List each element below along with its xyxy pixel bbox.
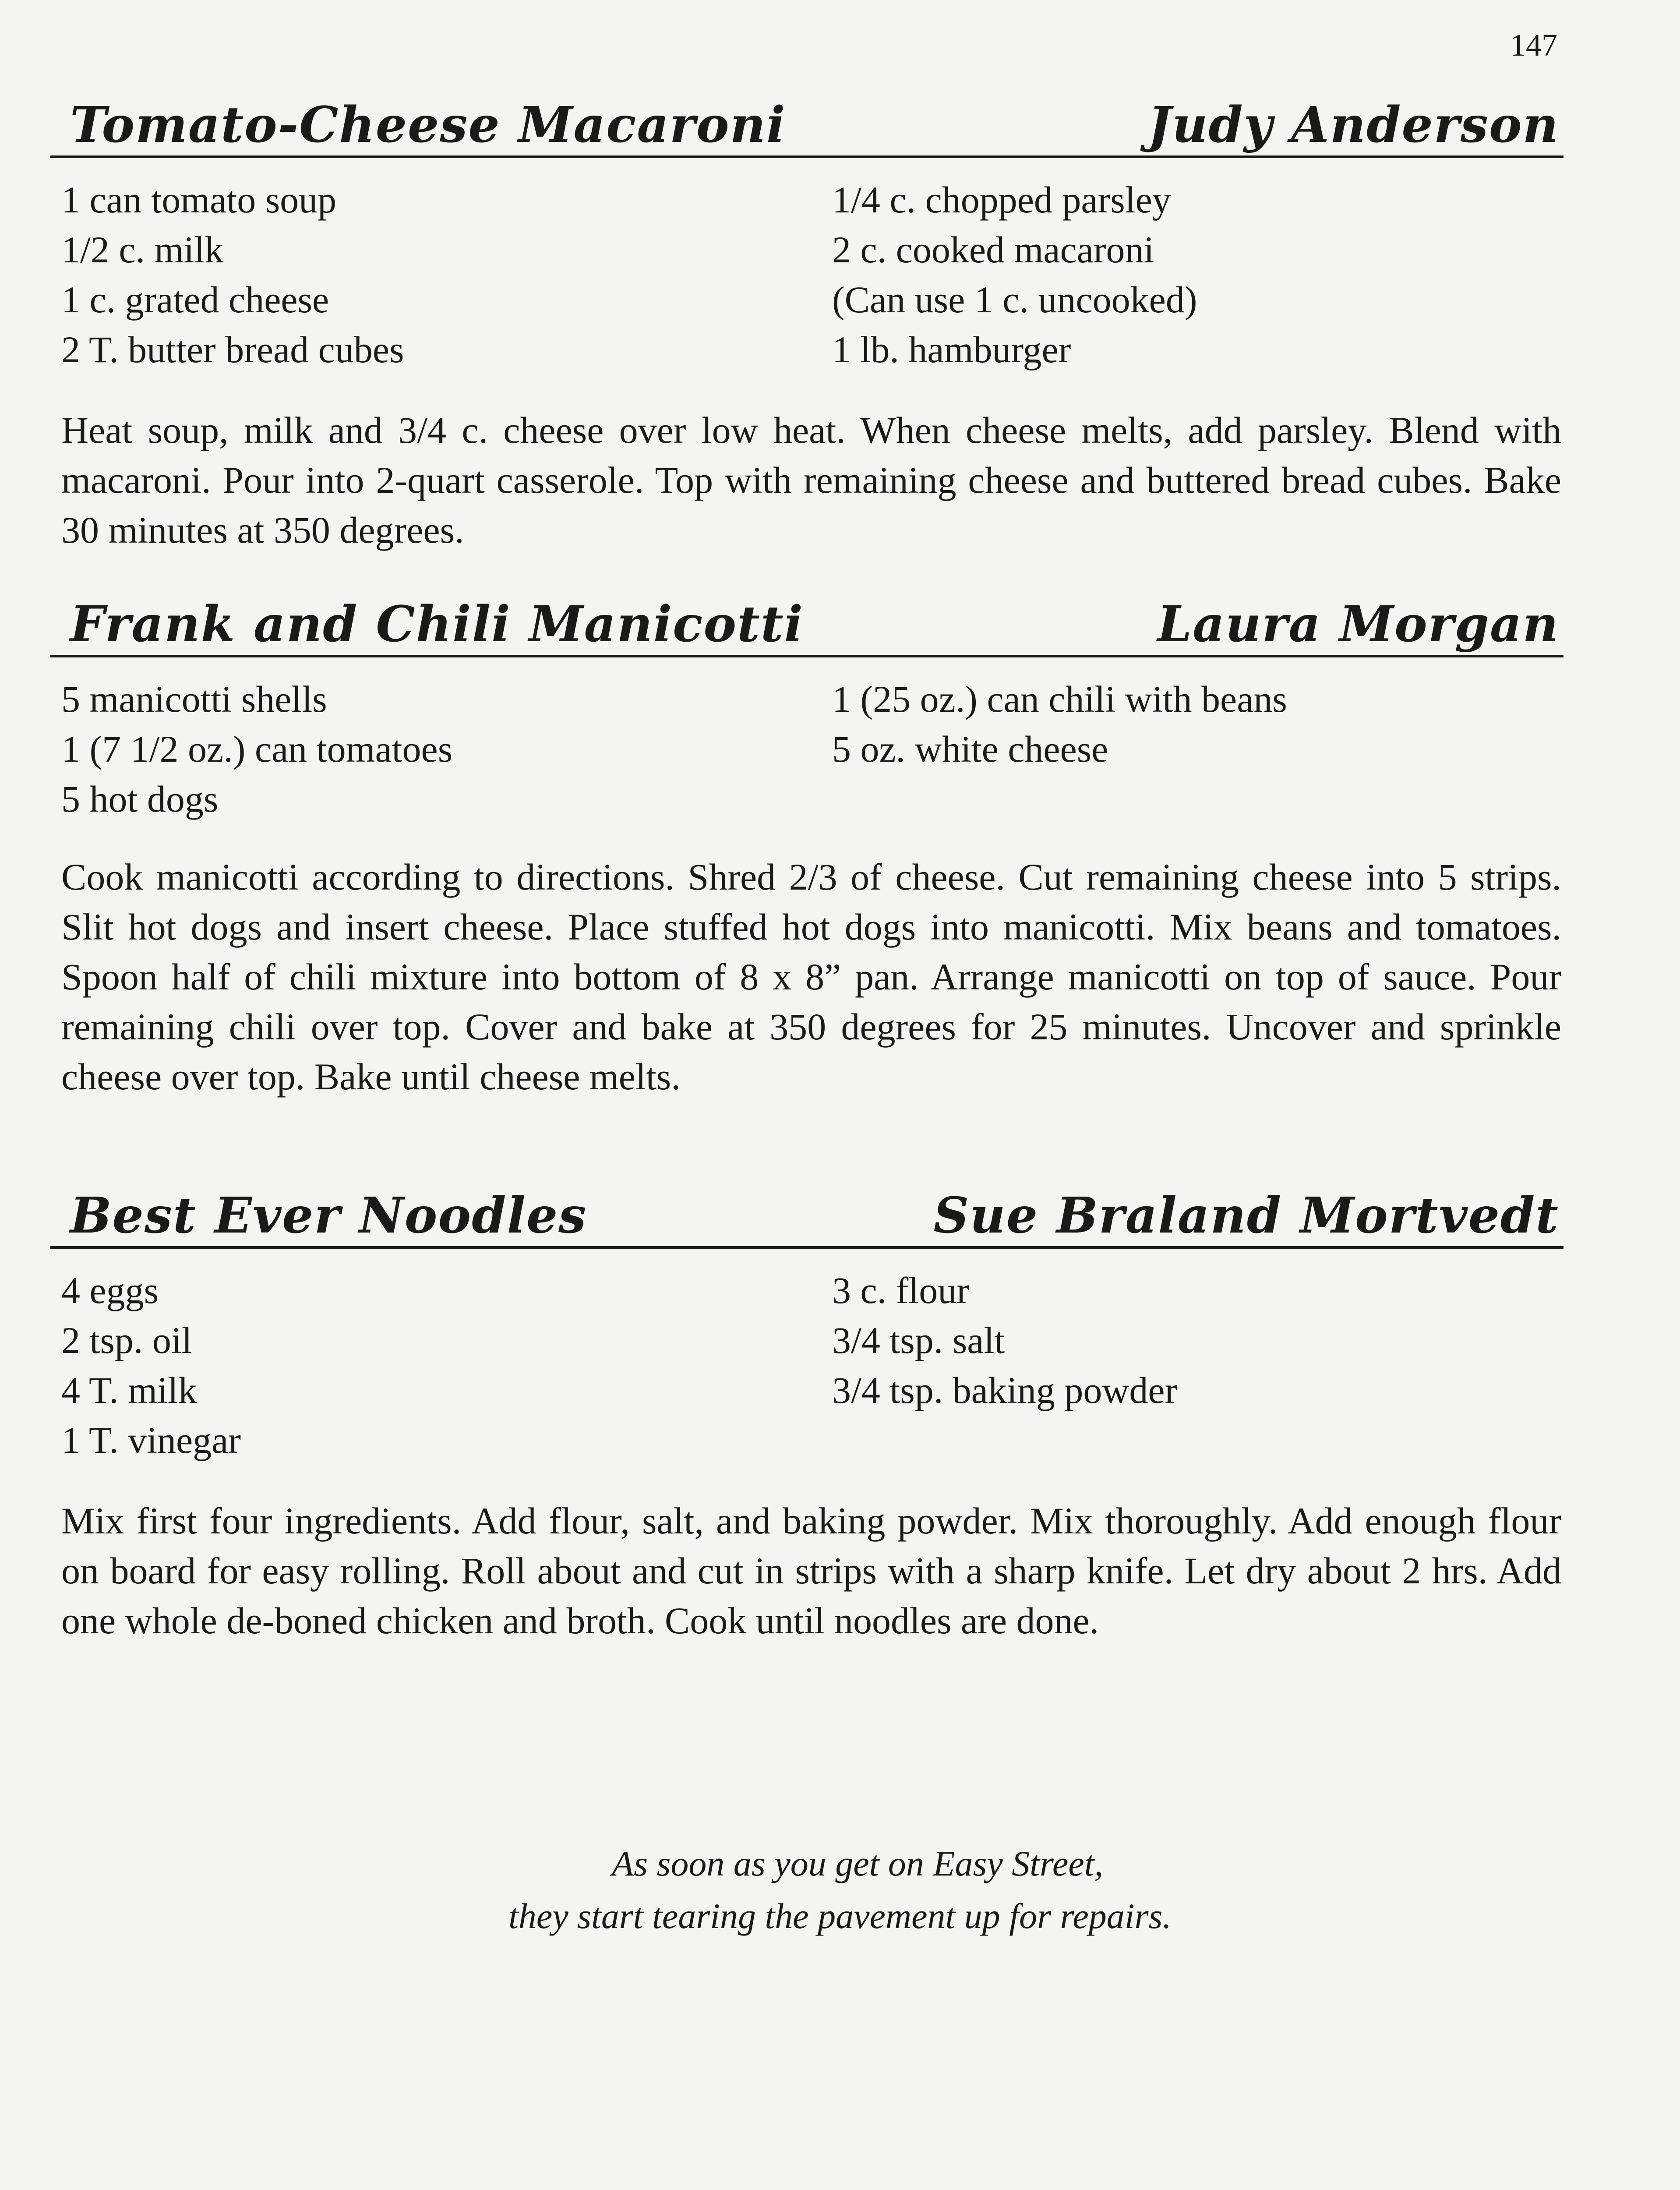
ingredient: 4 T. milk xyxy=(61,1369,197,1411)
recipe-header xyxy=(50,589,1564,657)
recipe-best-ever-noodles xyxy=(50,1180,1564,1642)
closing-quote xyxy=(0,1837,1680,1943)
quote-line: they start tearing the pavement up for repairs. xyxy=(508,1896,1172,1936)
recipe-author: Judy Anderson xyxy=(1148,96,1559,154)
ingredient: 1 (7 1/2 oz.) can tomatoes xyxy=(61,728,453,770)
recipe-title: Tomato-Cheese Macaroni xyxy=(70,96,786,154)
ingredient: 5 oz. white cheese xyxy=(832,728,1108,770)
recipe-tomato-cheese-macaroni xyxy=(50,90,1564,551)
ingredient: 4 eggs xyxy=(61,1269,159,1311)
ingredient: 5 hot dogs xyxy=(61,778,219,820)
page-number: 147 xyxy=(1510,28,1557,63)
ingredient: 1 lb. hamburger xyxy=(832,328,1071,371)
ingredient: 3/4 tsp. salt xyxy=(832,1319,1005,1361)
quote-line: As soon as you get on Easy Street, xyxy=(611,1844,1103,1883)
ingredient: 1 (25 oz.) can chili with beans xyxy=(832,678,1287,720)
ingredients-left-column xyxy=(61,175,404,374)
ingredient: 5 manicotti shells xyxy=(61,678,327,720)
ingredients-right-column xyxy=(832,1265,1177,1415)
recipe-directions: Mix first four ingredients. Add flour, salt, and baking powder. Mix thoroughly. Add enough flour on board for easy rolling. Roll about and cut in strips with a sharp knife. Let dry about 2 hrs. Add one whole de-boned chicken and broth. Cook until noodles are done. xyxy=(61,1500,1561,1642)
ingredient: 1/4 c. chopped parsley xyxy=(832,179,1171,221)
ingredients-right-column xyxy=(832,175,1197,374)
recipe-title: Best Ever Noodles xyxy=(70,1187,587,1244)
ingredient: 1 can tomato soup xyxy=(61,179,337,221)
ingredient: 2 c. cooked macaroni xyxy=(832,229,1154,271)
ingredient: 1 T. vinegar xyxy=(61,1419,241,1461)
ingredient: 2 T. butter bread cubes xyxy=(61,328,404,371)
ingredients-right-column xyxy=(832,674,1287,774)
recipe-directions: Heat soup, milk and 3/4 c. cheese over low heat. When cheese melts, add parsley. Blend with macaroni. Pour into 2-quart casserole. Top with remaining cheese and buttered bread cubes. Bake 30 minutes at 350 degrees. xyxy=(61,409,1561,551)
recipe-title: Frank and Chili Manicotti xyxy=(70,596,804,653)
ingredient: 1/2 c. milk xyxy=(61,229,224,271)
ingredient: 3/4 tsp. baking powder xyxy=(832,1369,1178,1411)
ingredient: 2 tsp. oil xyxy=(61,1319,192,1361)
ingredient: 1 c. grated cheese xyxy=(61,279,329,321)
ingredients-left-column xyxy=(61,1265,241,1465)
recipe-header xyxy=(50,1180,1564,1249)
ingredient: 3 c. flour xyxy=(832,1269,969,1311)
ingredient: (Can use 1 c. uncooked) xyxy=(832,279,1197,321)
recipe-author: Sue Braland Mortvedt xyxy=(933,1187,1559,1244)
recipe-frank-chili-manicotti xyxy=(50,589,1564,1098)
recipe-author: Laura Morgan xyxy=(1157,596,1559,653)
recipe-directions: Cook manicotti according to directions. Shred 2/3 of cheese. Cut remaining cheese into 5 strips. Slit hot dogs and insert cheese. Place stuffed hot dogs into manicotti. Mix beans and tomatoes. Spoon half of chili mixture into bottom of 8 x 8” pan. Arrange manicotti on top of sauce. Pour remaining chili over top. Cover and bake at 350 degrees for 25 minutes. Uncover and sprinkle cheese over top. Bake until cheese melts. xyxy=(61,856,1561,1098)
recipe-header xyxy=(50,90,1564,158)
ingredients-left-column xyxy=(61,674,452,824)
